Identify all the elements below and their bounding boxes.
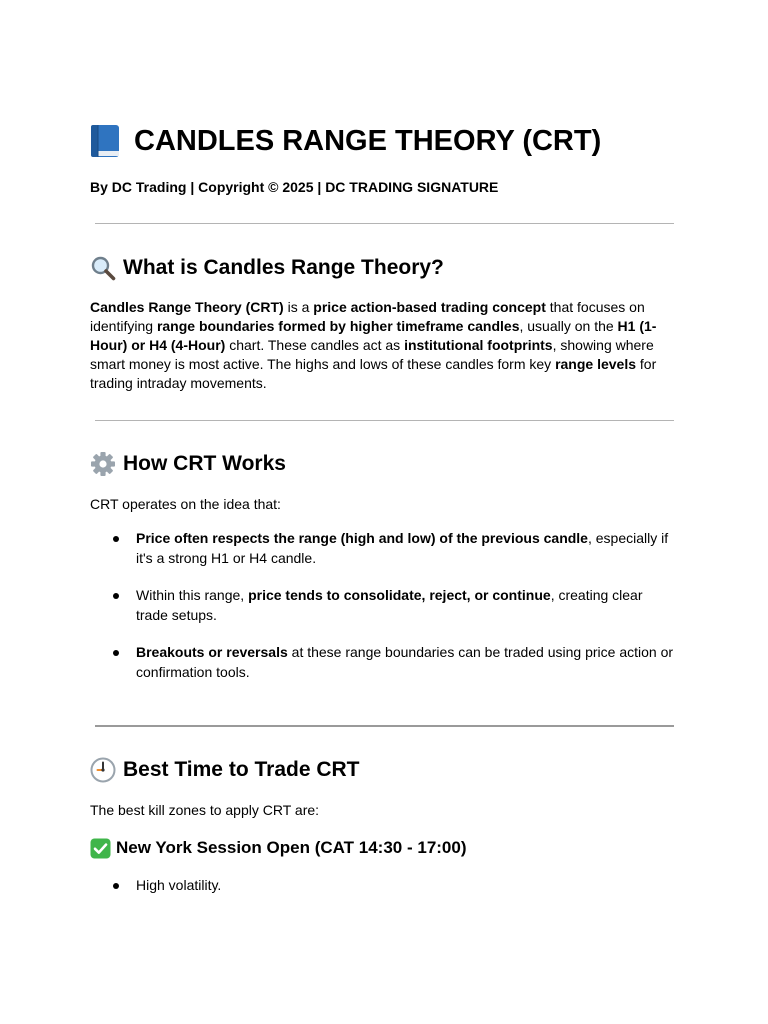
best-time-intro: The best kill zones to apply CRT are: — [90, 802, 320, 818]
text-run: , creating clear trade setups. — [136, 587, 643, 623]
bold-term: institutional footprints — [404, 337, 553, 353]
text-run: , showing where smart money is most active. The highs and lows of these candles form key — [90, 337, 654, 372]
how-intro: CRT operates on the idea that: — [90, 496, 281, 512]
divider — [95, 223, 674, 224]
list-item — [108, 876, 678, 896]
bullet-dot — [113, 593, 119, 599]
text-run: , usually on the — [519, 318, 618, 334]
ny-session-bullet-list — [108, 876, 678, 896]
bold-term: price tends to consolidate, reject, or continue — [248, 587, 551, 603]
divider — [95, 420, 674, 421]
how-bullet-list — [108, 529, 678, 682]
check-mark-icon — [90, 838, 111, 859]
divider — [95, 725, 674, 727]
text-run: High volatility. — [136, 877, 222, 893]
list-item — [108, 529, 678, 568]
subheading-text: New York Session Open (CAT 14:30 - 17:00) — [116, 838, 467, 857]
heading-text: How CRT Works — [123, 452, 286, 475]
document-title — [90, 121, 601, 161]
title-text: CANDLES RANGE THEORY (CRT) — [134, 125, 602, 157]
section-heading-what — [90, 254, 444, 282]
magnifier-icon — [90, 255, 116, 281]
subheading-ny-session — [90, 836, 467, 860]
text-run: is a — [283, 299, 314, 315]
section-heading-best-time — [90, 756, 360, 784]
bullet-dot — [113, 650, 119, 656]
heading-text: What is Candles Range Theory? — [123, 256, 444, 279]
bold-term: Breakouts or reversals — [136, 644, 288, 660]
text-run: at these range boundaries can be traded using price action or confirmation tools. — [136, 644, 674, 680]
list-item — [108, 643, 678, 682]
text-run: , especially if it's a strong H1 or H4 candle. — [136, 530, 669, 566]
what-paragraph — [90, 298, 670, 393]
section-heading-how — [90, 450, 286, 478]
bullet-dot — [113, 883, 119, 889]
bold-term: price action-based trading concept — [313, 299, 546, 315]
list-item — [108, 586, 678, 625]
text-run: for trading intraday movements. — [90, 356, 657, 391]
byline: By DC Trading | Copyright © 2025 | DC TRADING SIGNATURE — [90, 179, 499, 195]
gear-icon — [90, 451, 116, 477]
bold-term: Candles Range Theory (CRT) — [90, 299, 284, 315]
bold-term: range levels — [555, 356, 636, 372]
heading-text: Best Time to Trade CRT — [123, 758, 360, 781]
bold-term: range boundaries formed by higher timeframe candles — [156, 318, 520, 334]
bold-term: Price often respects the range (high and low) of the previous candle — [136, 530, 588, 546]
bullet-dot — [113, 536, 119, 542]
text-run: that focuses on identifying — [90, 299, 645, 334]
blue-book-icon — [90, 124, 121, 158]
text-run: Within this range, — [136, 587, 249, 603]
text-run: chart. These candles act as — [225, 337, 405, 353]
bold-term: H1 (1-Hour) or H4 (4-Hour) — [90, 318, 657, 353]
clock-icon — [90, 757, 116, 783]
